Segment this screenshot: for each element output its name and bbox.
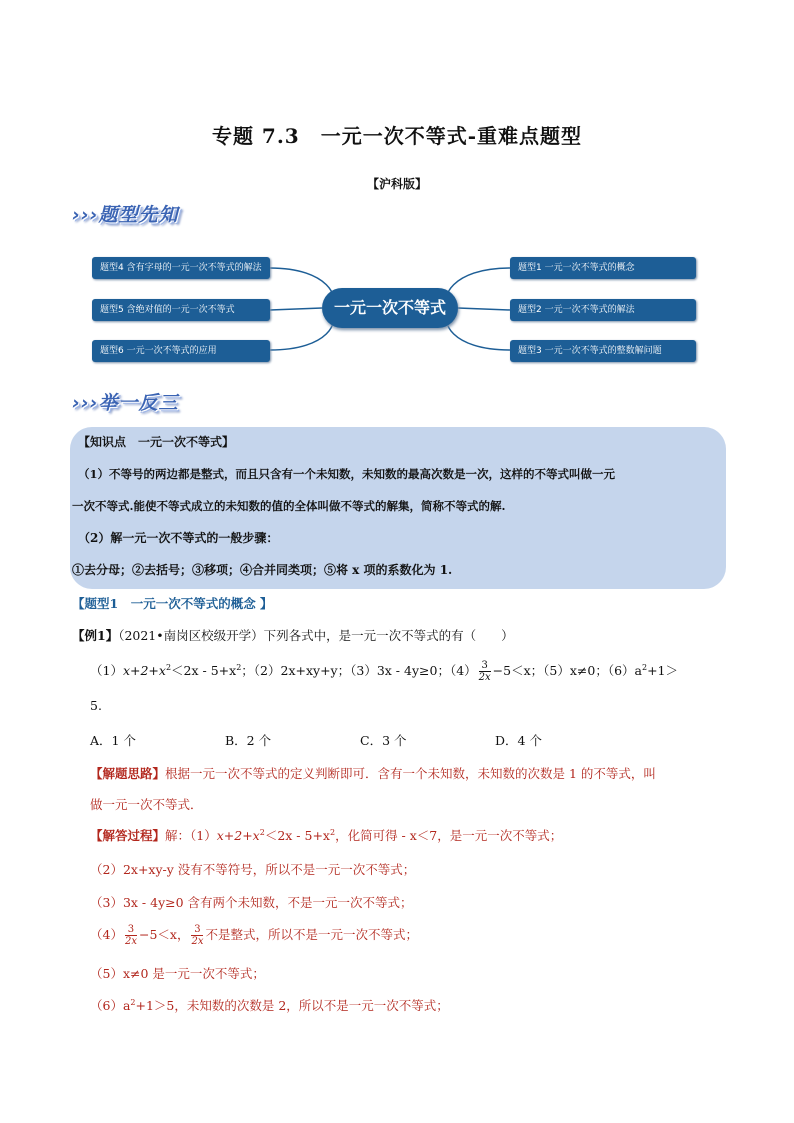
knowledge-para-2: （2）解一元一次不等式的一般步骤： [78,531,279,545]
item-2-3: ；（2）2x+xy+y；（3）3x - 4y≥0；（4） [241,663,477,678]
process-label: 【解答过程】 [90,828,166,843]
option-c: C．3 个 [360,733,407,748]
process-1-sup-1: 2 [259,827,265,837]
process-4-pre: （4） [90,927,123,942]
example-items-line [90,660,678,683]
fraction-denominator: 2x [478,672,491,683]
example-label: 【例1】 [72,628,119,643]
process-4-fraction-b [191,924,203,947]
process-1-pre: 解：（1） [165,828,217,843]
fraction-b-numerator: 3 [191,924,203,936]
example-1 [72,626,514,644]
process-line-3: （3）3x - 4y≥0 含有两个未知数，不是一元一次不等式； [90,895,413,910]
process-6-tail: +1＞5，未知数的次数是 2，所以不是一元一次不等式； [135,998,449,1013]
process-4-tail: 不是整式，所以不是一元一次不等式； [205,927,418,942]
fraction-numerator: 3 [479,660,491,672]
process-line-6 [90,996,449,1014]
process-1-expr-2: ＜2x - 5+x [264,828,330,843]
process-4-mid: −5＜x， [138,927,190,942]
option-b: B．2 个 [225,733,272,748]
solution-idea [90,764,656,782]
page-title: 专题 7.3 一元一次不等式-重难点题型 [211,124,583,148]
item-6-tail: +1＞ [647,663,679,678]
mindmap-topic-3: 题型3 一元一次不等式的整数解问题 [510,340,696,362]
idea-label: 【解题思路】 [90,766,166,781]
knowledge-para-1b: 一次不等式.能使不等式成立的未知数的值的全体叫做不等式的解集，简称不等式的解. [72,499,506,513]
process-1-sup-2: 2 [329,827,336,837]
item-1-sup-2: 2 [236,662,242,672]
choice-options [90,731,630,749]
knowledge-para-3: ①去分母；②去括号；③移项；④合并同类项；⑤将 x 项的系数化为 1. [72,563,453,577]
option-d: D．4 个 [495,733,542,748]
option-a: A．1 个 [90,733,136,748]
edition-label: 【沪科版】 [366,177,427,191]
knowledge-title: 【知识点 一元一次不等式】 [78,435,235,449]
process-4-fraction-a [125,924,137,947]
fraction-a-denominator: 2x [124,936,137,947]
mindmap-topic-2: 题型2 一元一次不等式的解法 [510,299,696,321]
idea-text-a: 根据一元一次不等式的定义判断即可．含有一个未知数，未知数的次数是 1 的不等式，叫 [165,766,656,781]
process-line-5: （5）x≠0 是一元一次不等式； [90,966,265,981]
process-1-tail: ，化简可得 - x＜7，是一元一次不等式； [335,828,563,843]
mindmap-center-node: 一元一次不等式 [322,288,458,328]
item-4-fraction [479,660,491,683]
item-1-expr-b: ＜2x - 5+x [171,663,237,678]
mindmap-topic-4: 题型4 含有字母的一元一次不等式的解法 [92,257,270,279]
item-6-sup: 2 [641,662,648,672]
process-line-1 [90,826,562,844]
mindmap-topic-5: 题型5 含绝对值的一元一次不等式 [92,299,270,321]
item-1-prefix: （1） [90,663,123,678]
process-line-2: （2）2x+xy-y 没有不等符号，所以不是一元一次不等式； [90,862,416,877]
example-items-wrap: 5. [90,698,102,713]
process-6-sup: 2 [130,997,136,1007]
example-text: （2021•南岗区校级开学）下列各式中，是一元一次不等式的有（ ） [118,628,514,643]
mindmap-topic-6: 题型6 一元一次不等式的应用 [92,340,270,362]
item-1-expr-a: x+2+x [122,663,166,678]
question-type-heading: 【题型1 一元一次不等式的概念 】 [72,596,273,611]
process-6-pre: （6）a [90,998,131,1013]
mindmap-topic-1: 题型1 一元一次不等式的概念 [510,257,696,279]
item-4-6: −5＜x；（5）x≠0；（6）a [492,663,642,678]
section-banner-preview: ›››题型先知 [72,204,179,226]
idea-text-b: 做一元一次不等式． [90,797,203,812]
fraction-a-numerator: 3 [125,924,137,936]
process-line-4 [90,924,418,947]
section-banner-practice: ›››举一反三 [72,392,179,414]
fraction-b-denominator: 2x [191,936,204,947]
knowledge-para-1a: （1）不等号的两边都是整式，而且只含有一个未知数，未知数的最高次数是一次，这样的不等式叫做一元 [78,467,615,481]
item-1-sup-1: 2 [165,662,172,672]
process-1-expr: x+2+x [216,828,260,843]
